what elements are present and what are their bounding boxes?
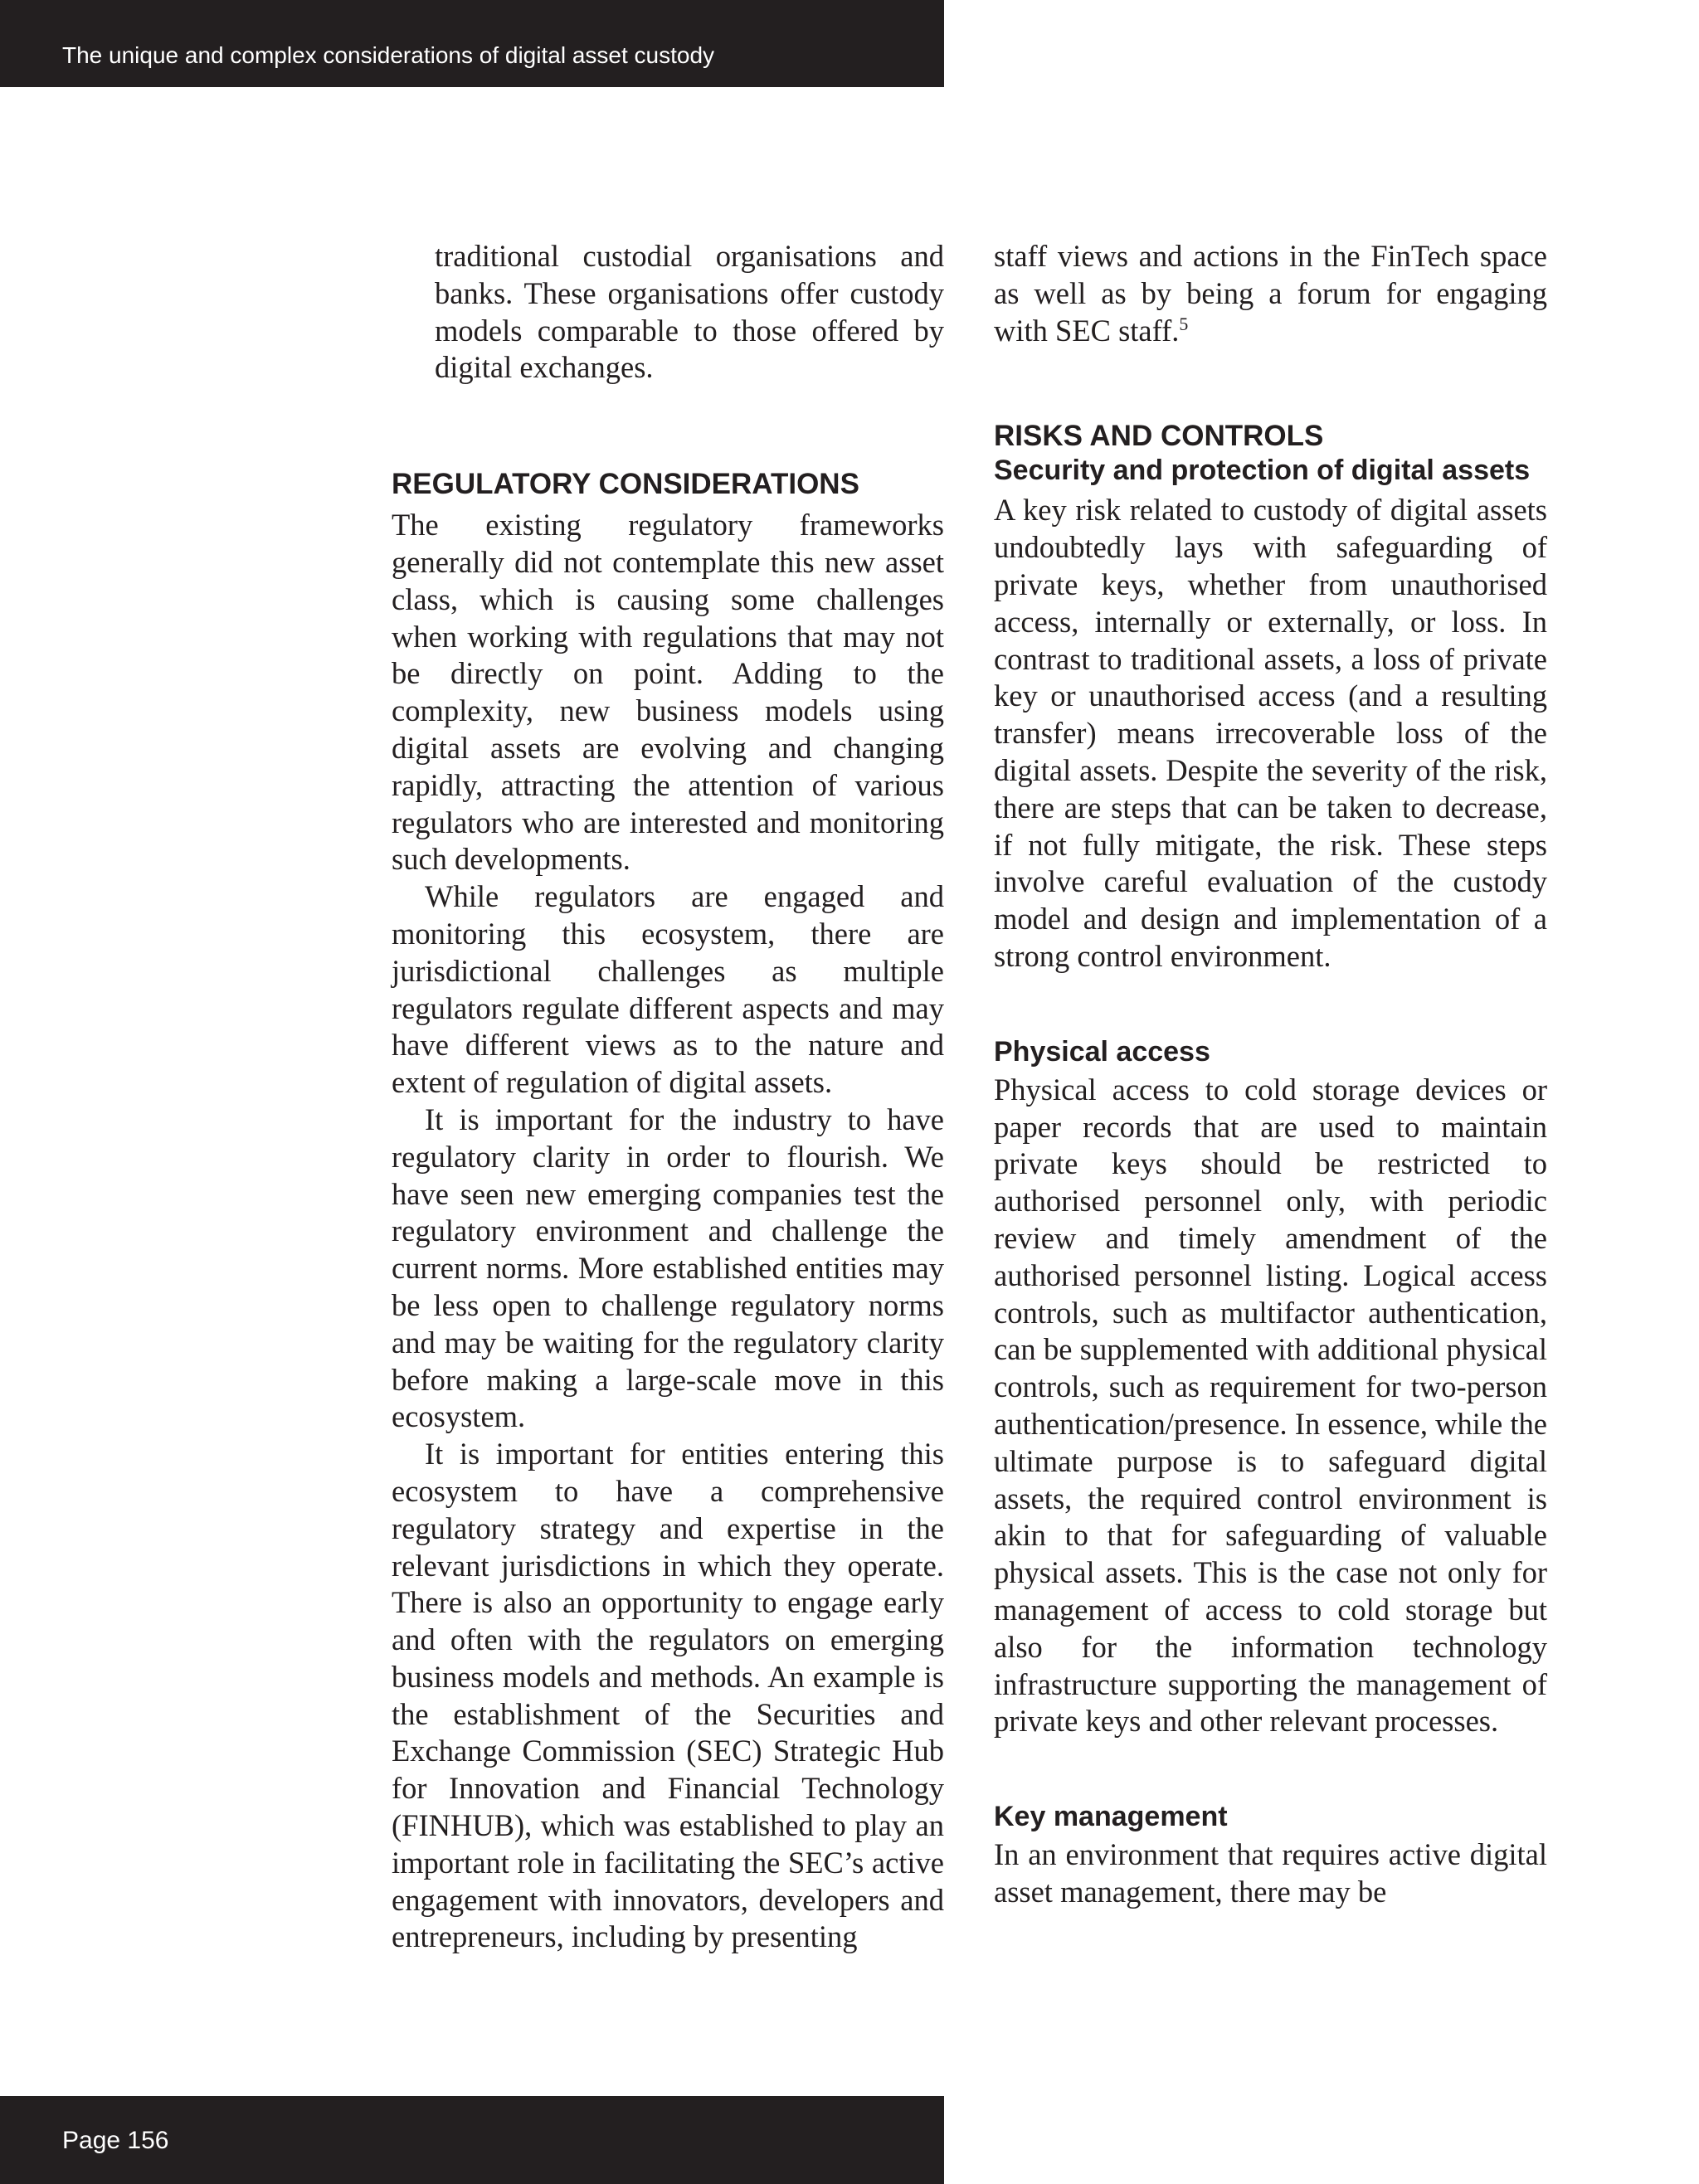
security-subheading: Security and protection of digital assets bbox=[994, 455, 1531, 487]
regulatory-paragraph-4: It is important for entities entering this ecosystem to have a comprehensive regulatory strategy and expertise in the relevant jurisdictions in which they operate. There is also an opportunity to engage early and often with the regulators on emerging business models and methods. An example is the establishment of the Securities and Exchange Commission (SEC) Strategic Hub for Innovation and Financial Technology (FINHUB), which was established to play an important role in facilitating the SEC’s active engagement with innovators, developers and entrepreneurs, including by presenting bbox=[392, 1437, 944, 1954]
continuation-text: staff views and actions in the FinTech space as well as by being a forum for engaging with SEC staff. bbox=[994, 239, 1547, 348]
regulatory-heading: REGULATORY CONSIDERATIONS bbox=[392, 468, 859, 501]
page-number: Page 156 bbox=[62, 2127, 169, 2154]
security-paragraph: A key risk related to custody of digital assets undoubtedly lays with safeguarding of private keys, whether from unauthorised access, internally or externally, or loss. In contrast to traditional assets, a loss of private key or unauthorised access (and a resulting transfer) means irrecoverable loss of the digital assets. Despite the severity of the risk, there are steps that can be taken to decrease, if not fully mitigate, the risk. These steps involve careful evaluation of the custody model and design and implementation of a strong control environment. bbox=[994, 493, 1547, 973]
continuation-paragraph bbox=[994, 238, 1547, 349]
key-management-paragraph: In an environment that requires active digital asset management, there may be bbox=[994, 1837, 1547, 1909]
header-bar bbox=[0, 0, 944, 87]
right-column bbox=[994, 238, 1547, 1911]
footnote-marker: 5 bbox=[1179, 313, 1189, 334]
running-title: The unique and complex considerations of digital asset custody bbox=[62, 42, 715, 68]
physical-access-paragraph: Physical access to cold storage devices or paper records that are used to maintain private keys should be restricted to authorised personnel only, with periodic review and timely amendment of the authorised personnel listing. Logical access controls, such as multifactor authentication, can be supplemented with additional physical controls, such as requirement for two-person authentication/presence. In essence, while the ultimate purpose is to safeguard digital assets, the required control environment is akin to that for safeguarding of valuable physical assets. This is the case not only for management of access to cold storage but also for the information technology infrastructure supporting the management of private keys and other relevant processes. bbox=[994, 1072, 1547, 1739]
risks-heading: RISKS AND CONTROLS bbox=[994, 420, 1324, 453]
key-management-subheading: Key management bbox=[994, 1801, 1228, 1833]
regulatory-paragraph-1: The existing regulatory frameworks generally did not contemplate this new asset class, which is causing some challenges when working with regulations that may not be directly on point. Adding to the complexity, new business models using digital assets are evolving and changing rapidly, attracting the attention of various regulators who are interested and monitoring such developments. bbox=[392, 508, 944, 877]
regulatory-paragraph-3: It is important for the industry to have regulatory clarity in order to flourish. We have seen new emerging companies test the regulatory environment and challenge the current norms. More established entities may be less open to challenge regulatory norms and may be waiting for the regulatory clarity before making a large-scale move in this ecosystem. bbox=[392, 1102, 944, 1434]
left-column bbox=[392, 238, 944, 1956]
footer-bar bbox=[0, 2096, 944, 2184]
opening-paragraph: traditional custodial organisations and banks. These organisations offer custody models comparable to those offered by digital exchanges. bbox=[435, 239, 944, 385]
physical-access-subheading: Physical access bbox=[994, 1035, 1210, 1068]
regulatory-paragraph-2: While regulators are engaged and monitoring this ecosystem, there are jurisdictional challenges as multiple regulators regulate different aspects and may have different views as to the nature and extent of regulation of digital assets. bbox=[392, 879, 944, 1100]
